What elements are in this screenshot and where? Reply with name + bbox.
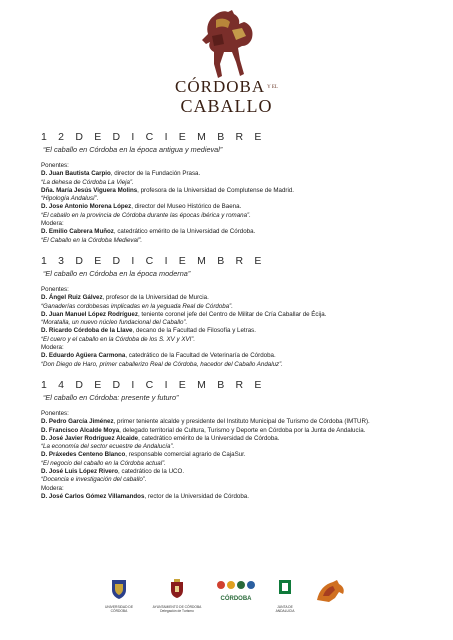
uco-logo bbox=[98, 578, 140, 613]
program-line bbox=[41, 468, 436, 476]
talk-title: “El cuero y el caballo en la Córdoba de los S. XV y XVI”. bbox=[41, 335, 196, 343]
program-line bbox=[41, 195, 436, 203]
line-text: , catedrático emérito de la Universidad de Córdoba. bbox=[113, 228, 256, 236]
day-theme: “El caballo en Córdoba: presente y futuro” bbox=[43, 392, 179, 402]
line-text: , catedrático emérito de la Universidad de Córdoba. bbox=[138, 434, 280, 442]
day-13 bbox=[41, 255, 436, 369]
speaker-name: Dña. María Jesús Viguera Molins bbox=[41, 186, 138, 194]
line-text: , profesora de la Universidad de Complutense de Madrid. bbox=[137, 186, 295, 194]
line-text: , director de la Fundación Prasa. bbox=[110, 170, 201, 178]
talk-title: “El caballo en la provincia de Córdoba durante las épocas ibérica y romana”. bbox=[41, 211, 251, 219]
speaker-name: D. Juan Bautista Carpio bbox=[41, 170, 111, 178]
program-line bbox=[41, 319, 436, 327]
day-lines bbox=[41, 410, 436, 501]
speaker-name: D. José Carlos Gómez Villamandos bbox=[41, 492, 145, 500]
brand-small: Y EL bbox=[267, 85, 278, 91]
brand-title bbox=[0, 78, 453, 116]
speaker-name: D. Ricardo Córdoba de la Llave bbox=[41, 327, 133, 335]
talk-title: “Hipología Andalusí”. bbox=[41, 195, 99, 203]
program-line bbox=[41, 212, 436, 220]
line-text: , profesor de la Universidad de Murcia. bbox=[102, 294, 209, 302]
day-date: 1 2 D E D I C I E M B R E bbox=[41, 131, 266, 143]
program-line bbox=[41, 451, 436, 459]
program-line bbox=[41, 228, 436, 236]
speaker-name: D. Francisco Alcalde Moya bbox=[41, 426, 120, 434]
talk-title: “Don Diego de Haro, primer caballerizo Real de Córdoba, hacedor del Caballo Andaluz”. bbox=[41, 360, 283, 368]
program-line bbox=[41, 460, 436, 468]
speaker-name: D. José Luis López Rivero bbox=[41, 468, 119, 476]
line-text: , catedrático de la UCO. bbox=[118, 468, 185, 476]
junta-crest-icon bbox=[277, 578, 293, 600]
program-line bbox=[41, 361, 436, 369]
program-line bbox=[41, 418, 436, 426]
brand-line2: CABALLO bbox=[180, 96, 273, 117]
cordoba-pattern-icon bbox=[216, 578, 256, 592]
program-line bbox=[41, 427, 436, 435]
program-line bbox=[41, 327, 436, 335]
line-text: Ponentes: bbox=[41, 162, 69, 169]
speaker-name: D. Jose Antonio Morena López bbox=[41, 203, 132, 211]
speaker-name: D. José Javier Rodríguez Alcaide bbox=[41, 434, 139, 442]
cordoba-logo bbox=[211, 578, 261, 601]
day-12 bbox=[41, 131, 436, 245]
program-line bbox=[41, 286, 436, 294]
cordoba-label: CÓRDOBA bbox=[220, 596, 252, 602]
program bbox=[41, 131, 436, 511]
program-line bbox=[41, 220, 436, 228]
program-line bbox=[41, 410, 436, 418]
talk-title: “La dehesa de Córdoba La Vieja”. bbox=[41, 178, 134, 186]
brand-line1: CÓRDOBA bbox=[175, 77, 266, 96]
junta-logo bbox=[268, 578, 302, 613]
program-line bbox=[41, 179, 436, 187]
program-line bbox=[41, 435, 436, 443]
speaker-name: D. Juan Manuel López Rodríguez bbox=[41, 310, 138, 318]
ayto-crest-icon bbox=[168, 578, 186, 600]
fair-logo bbox=[308, 578, 354, 611]
sponsor-logos bbox=[0, 578, 453, 628]
speaker-name: D. Eduardo Agüera Carmona bbox=[41, 352, 126, 360]
program-line bbox=[41, 352, 436, 360]
day-date: 1 3 D E D I C I E M B R E bbox=[41, 254, 266, 267]
talk-title: “El Caballo en la Córdoba Medieval”. bbox=[41, 236, 143, 244]
program-line bbox=[41, 311, 436, 319]
line-text: , rector de la Universidad de Córdoba. bbox=[144, 492, 249, 500]
speaker-name: D. Pedro García Jiménez bbox=[41, 418, 114, 426]
horse-icon bbox=[192, 8, 262, 80]
program-line bbox=[41, 493, 436, 501]
line-text: Modera: bbox=[41, 484, 64, 492]
talk-title: “La economía del sector ecuestre de Andalucía”. bbox=[41, 443, 175, 451]
line-text: Modera: bbox=[41, 344, 64, 352]
talk-title: “Ganaderías cordobesas implicadas en la yeguada Real de Córdoba”. bbox=[41, 302, 233, 310]
line-text: , director del Museo Histórico de Baena. bbox=[131, 203, 242, 211]
line-text: , decano de la Facultad de Filosofía y Letras. bbox=[132, 327, 256, 335]
line-text: , delegado territorial de Cultura, Turismo y Deporte en Córdoba por la Junta de Andalucía. bbox=[119, 426, 366, 434]
line-text: , responsable comercial agrario de CajaSur. bbox=[125, 451, 246, 459]
program-line bbox=[41, 344, 436, 352]
line-text: Ponentes: bbox=[41, 409, 69, 417]
line-text: , primer teniente alcalde y presidente del Instituto Municipal de Turismo de Córdoba (IMTUR). bbox=[113, 418, 370, 426]
speaker-name: D. Emilio Cabrera Muñoz bbox=[41, 228, 114, 236]
day-date: 1 4 D E D I C I E M B R E bbox=[41, 378, 266, 391]
line-text: Ponentes: bbox=[41, 285, 69, 293]
day-lines bbox=[41, 162, 436, 245]
horse-head-icon bbox=[311, 578, 351, 606]
speaker-name: D. Práxedes Centeno Blanco bbox=[41, 451, 126, 459]
ayto-logo bbox=[148, 578, 206, 613]
program-line bbox=[41, 203, 436, 211]
talk-title: “Docencia e investigación del caballo”. bbox=[41, 476, 147, 484]
day-theme: “El caballo en Córdoba en la época moderna” bbox=[43, 268, 191, 278]
program-line bbox=[41, 170, 436, 178]
program-line bbox=[41, 237, 436, 245]
program-line bbox=[41, 303, 436, 311]
speaker-name: D. Ángel Ruiz Gálvez bbox=[41, 294, 103, 302]
program-line bbox=[41, 336, 436, 344]
talk-title: “Moratalla, un nuevo núcleo fundacional del Caballo”. bbox=[41, 319, 188, 327]
event-logo bbox=[0, 8, 453, 80]
line-text: Modera: bbox=[41, 220, 64, 228]
program-line bbox=[41, 476, 436, 484]
uco-shield-icon bbox=[110, 578, 128, 600]
program-line bbox=[41, 187, 436, 195]
talk-title: “El negocio del caballo en la Córdoba actual”. bbox=[41, 459, 166, 467]
ayto-label-1: AYUNTAMIENTO DE CÓRDOBA bbox=[152, 605, 202, 609]
program-line bbox=[41, 485, 436, 493]
line-text: , teniente coronel jefe del Centro de Militar de Cría Caballar de Écija. bbox=[137, 310, 327, 318]
day-theme: “El caballo en Córdoba en la época antigua y medieval” bbox=[43, 145, 223, 154]
program-line bbox=[41, 162, 436, 170]
line-text: , catedrático de la Facultad de Veterinaría de Córdoba. bbox=[125, 352, 276, 360]
program-line bbox=[41, 294, 436, 302]
junta-label: JUNTA DE ANDALUCIA bbox=[275, 605, 295, 613]
program-line bbox=[41, 443, 436, 451]
day-lines bbox=[41, 286, 436, 369]
ayto-label-2: Delegación de Turismo bbox=[160, 609, 194, 613]
uco-label: UNIVERSIDAD DE CÓRDOBA bbox=[104, 605, 134, 613]
day-14 bbox=[41, 379, 436, 501]
